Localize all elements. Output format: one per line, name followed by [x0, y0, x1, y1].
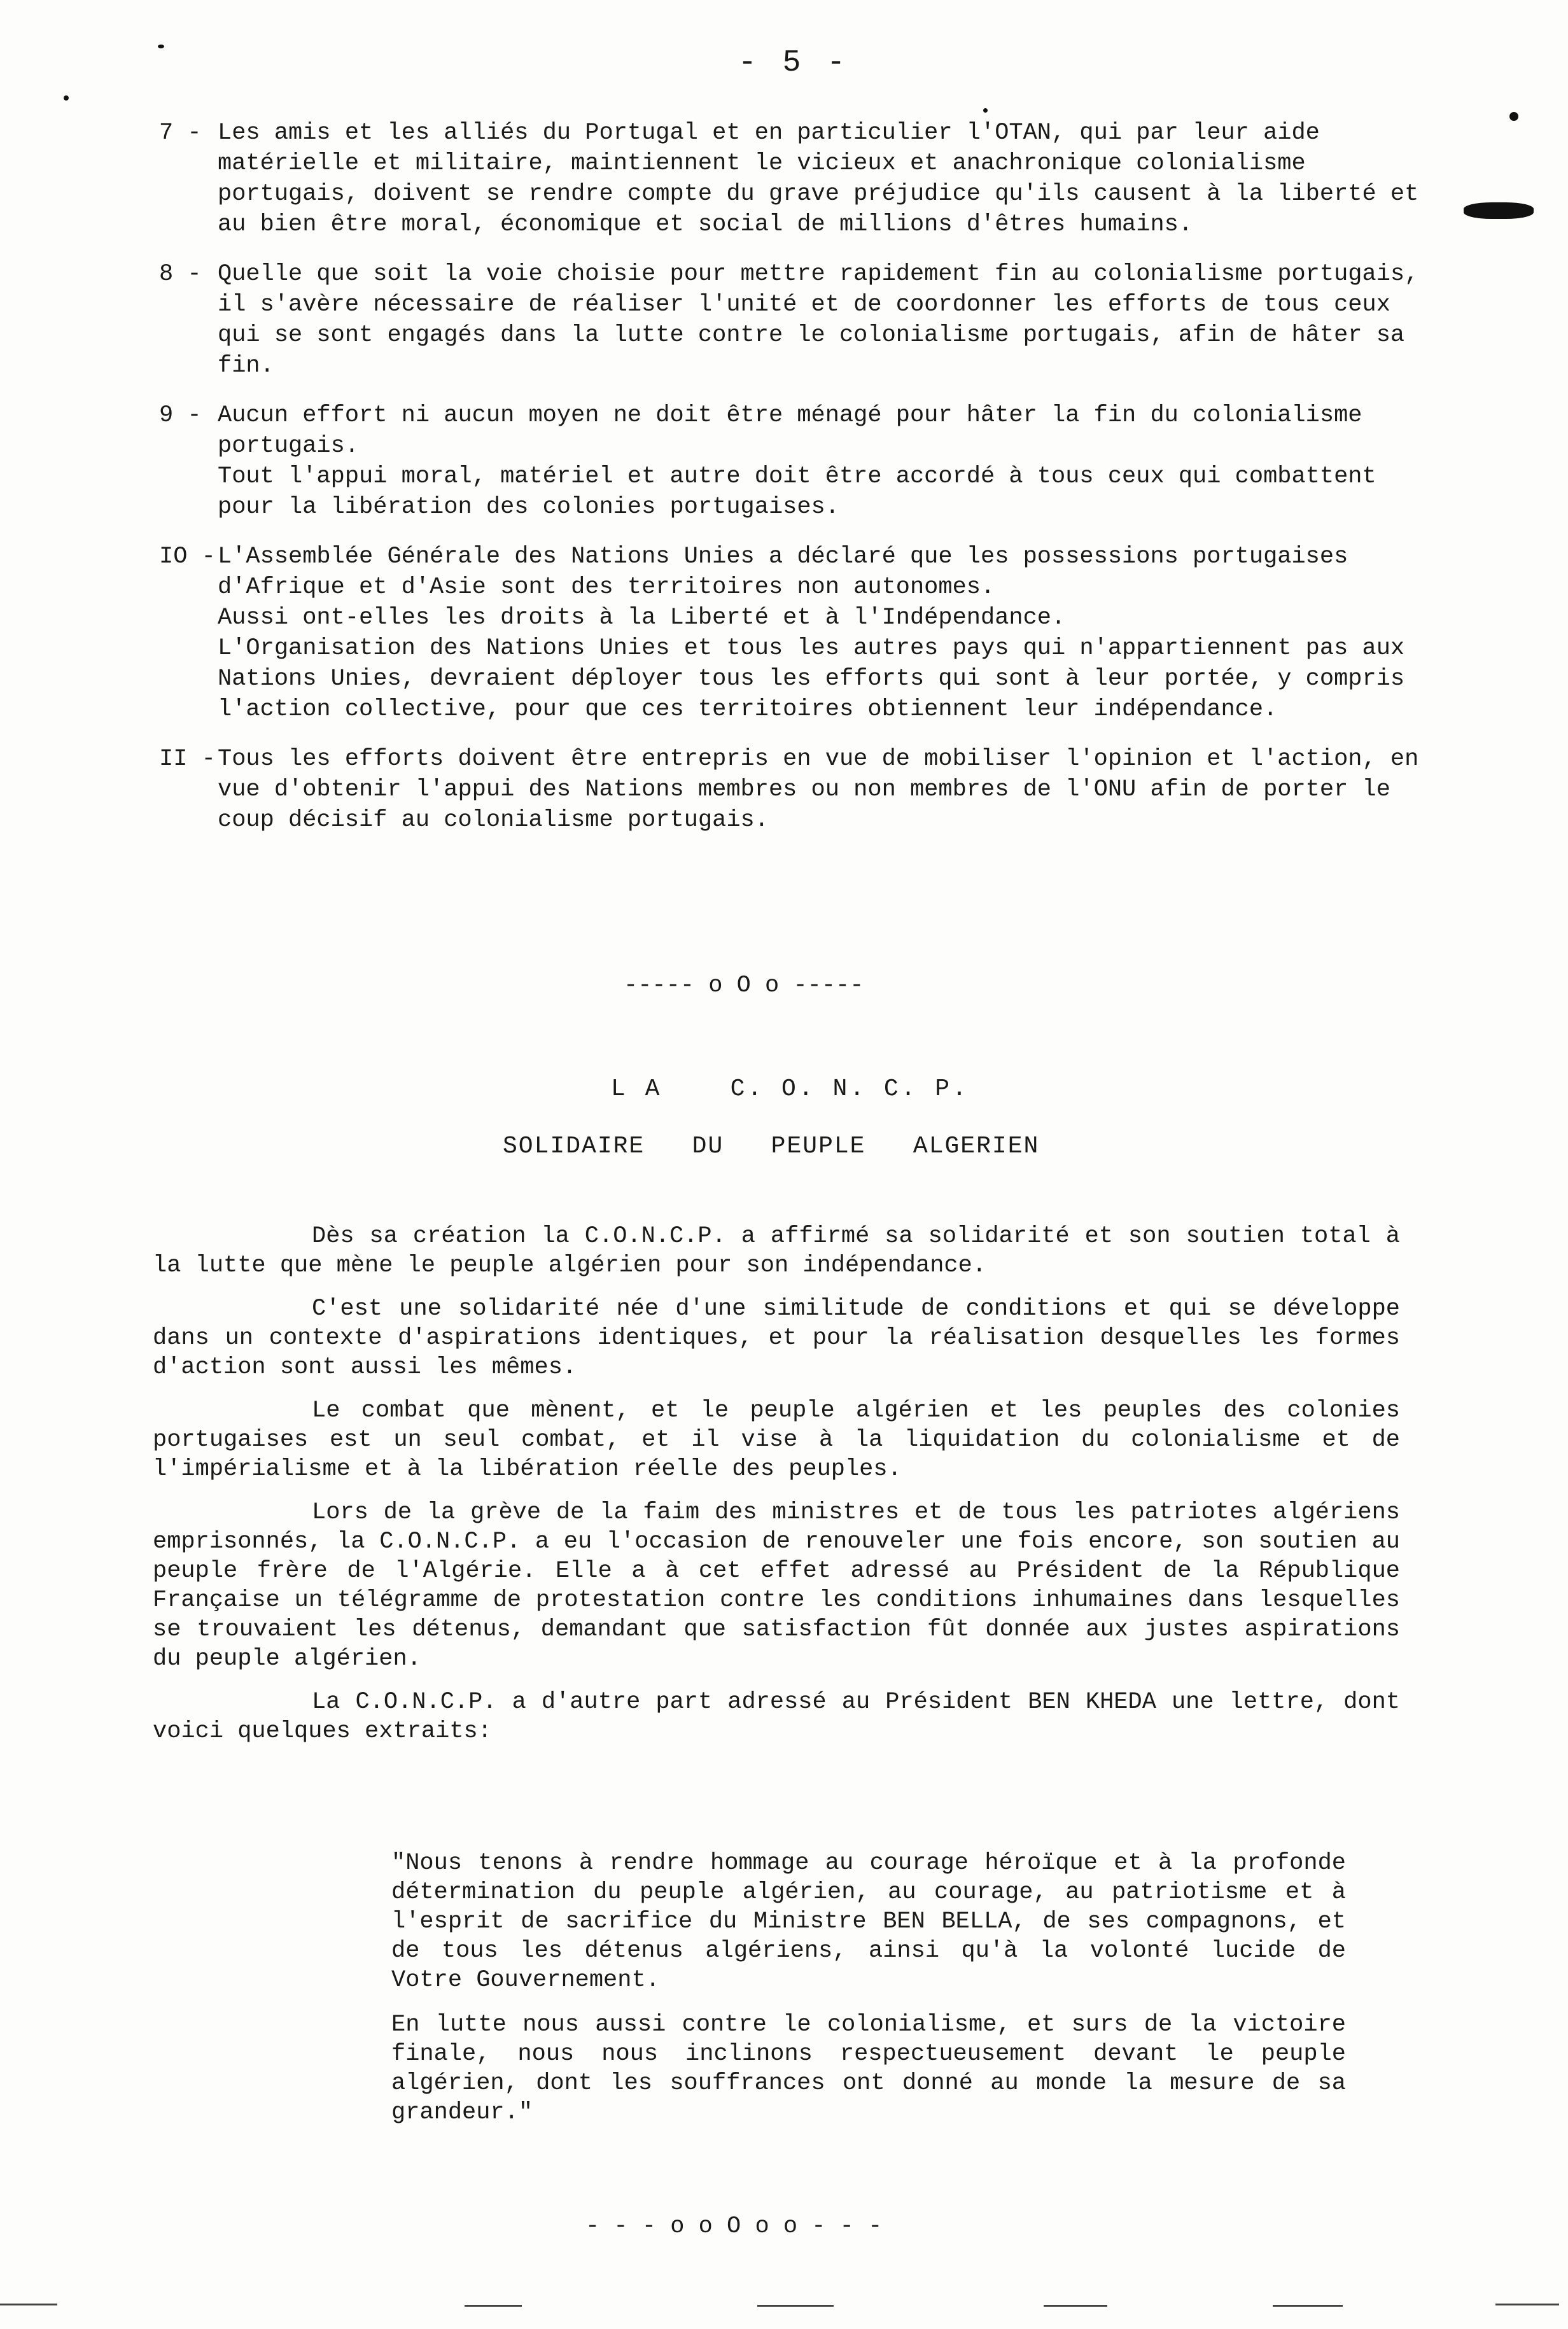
item-number: 7 -	[159, 120, 202, 146]
item-paragraph: L'Organisation des Nations Unies et tous les autres pays qui n'appartiennent pas aux Nations Unies, devraient déployer tous les efforts qui sont à leur portée, y compris l'action collective, pour que ces territoires obtiennent leur indépendance.	[218, 635, 1405, 723]
item-number: 9 -	[159, 402, 202, 429]
section-separator: ----- o O o -----	[624, 972, 864, 999]
end-separator: - - - o o O o o - - -	[585, 2213, 883, 2240]
body-paragraph: Dès sa création la C.O.N.C.P. a affirmé sa solidarité et son soutien total à la lutte que mène le peuple algérien pour son indépendance.	[153, 1223, 1400, 1279]
resolution-item-9	[159, 400, 1438, 522]
body-paragraph: Lors de la grève de la faim des ministres et de tous les patriotes algériens emprisonnés, la C.O.N.C.P. a eu l'occasion de renouveler une fois encore, son soutien au peuple frère de l'Algérie. Elle a à cet effet adressé au Président de la République Française un télégramme de protestation contre les conditions inhumaines dans lesquelles se trouvaient les détenus, demandant que satisfaction fût donnée aux justes aspirations du peuple algérien.	[153, 1499, 1400, 1672]
bottom-scan-edge	[1273, 2305, 1343, 2307]
item-text	[218, 118, 1438, 240]
resolution-item-7	[159, 118, 1438, 240]
bottom-scan-edge	[757, 2305, 834, 2307]
item-number: II -	[159, 746, 216, 773]
item-paragraph: Aucun effort ni aucun moyen ne doit être ménagé pour hâter la fin du colonialisme portugais.	[218, 402, 1362, 459]
ink-speck	[64, 95, 69, 101]
page-number: - 5 -	[738, 46, 850, 80]
item-text	[218, 542, 1438, 725]
resolution-item-10	[159, 542, 1438, 725]
resolution-item-8	[159, 259, 1438, 381]
item-text	[218, 744, 1438, 836]
bottom-scan-edge	[1495, 2304, 1559, 2305]
section-subtitle: SOLIDAIRE DU PEUPLE ALGERIEN	[503, 1133, 1040, 1160]
article-body	[153, 1222, 1400, 1760]
item-paragraph: Tous les efforts doivent être entrepris en vue de mobiliser l'opinion et l'action, en vue d'obtenir l'appui des Nations membres ou non membres de l'ONU afin de porter le coup décisif au colonialisme portugais.	[218, 746, 1419, 834]
body-paragraph: La C.O.N.C.P. a d'autre part adressé au Président BEN KHEDA une lettre, dont voici quelques extraits:	[153, 1689, 1400, 1745]
item-number: 8 -	[159, 261, 202, 288]
numbered-resolutions	[159, 118, 1438, 855]
item-paragraph: Tout l'appui moral, matériel et autre doit être accordé à tous ceux qui combattent pour la libération des colonies portugaises.	[218, 463, 1376, 521]
ink-speck	[1509, 112, 1518, 121]
resolution-item-11	[159, 744, 1438, 836]
letter-quote	[391, 1849, 1346, 2143]
item-paragraph: Aussi ont-elles les droits à la Liberté et à l'Indépendance.	[218, 605, 1066, 631]
item-paragraph: Quelle que soit la voie choisie pour mettre rapidement fin au colonialisme portugais, il s'avère nécessaire de réaliser l'unité et de coordonner les efforts de tous ceux qui se sont engagés dans la lutte contre le colonialisme portugais, afin de hâter sa fin.	[218, 261, 1419, 379]
item-text	[218, 259, 1438, 381]
ink-speck	[983, 108, 988, 113]
ink-smudge	[1464, 202, 1534, 219]
item-paragraph: Les amis et les alliés du Portugal et en particulier l'OTAN, qui par leur aide matérielle et militaire, maintiennent le vicieux et anachronique colonialisme portugais, doivent se rendre compte du grave préjudice qu'ils causent à la liberté et au bien être moral, économique et social de millions d'êtres humains.	[218, 120, 1419, 238]
body-paragraph: C'est une solidarité née d'une similitude de conditions et qui se développe dans un contexte d'aspirations identiques, et pour la réalisation desquelles les formes d'action sont aussi les mêmes.	[153, 1296, 1400, 1381]
body-paragraph: Le combat que mènent, et le peuple algérien et les peuples des colonies portugaises est un seul combat, et il vise à la liquidation du colonialisme et de l'impérialisme et à la libération réelle des peuples.	[153, 1397, 1400, 1483]
item-text	[218, 400, 1438, 522]
bottom-scan-edge	[0, 2304, 57, 2305]
item-number: IO -	[159, 543, 216, 570]
bottom-scan-edge	[465, 2305, 522, 2307]
quote-paragraph: En lutte nous aussi contre le colonialisme, et surs de la victoire finale, nous nous inclinons respectueusement devant le peuple algérien, dont les souffrances ont donné au monde la mesure de sa grandeur."	[391, 2011, 1346, 2126]
bottom-scan-edge	[1044, 2305, 1107, 2307]
item-paragraph: L'Assemblée Générale des Nations Unies a déclaré que les possessions portugaises d'Afrique et d'Asie sont des territoires non autonomes.	[218, 543, 1348, 601]
quote-paragraph: "Nous tenons à rendre hommage au courage héroïque et à la profonde détermination du peuple algérien, au courage, au patriotisme et à l'esprit de sacrifice du Ministre BEN BELLA, de ses compagnons, et de tous les détenus algériens, ainsi qu'à la volonté lucide de Votre Gouvernement.	[391, 1850, 1346, 1994]
ink-speck	[158, 45, 164, 48]
section-title: L A C. O. N. C. P.	[611, 1075, 969, 1103]
